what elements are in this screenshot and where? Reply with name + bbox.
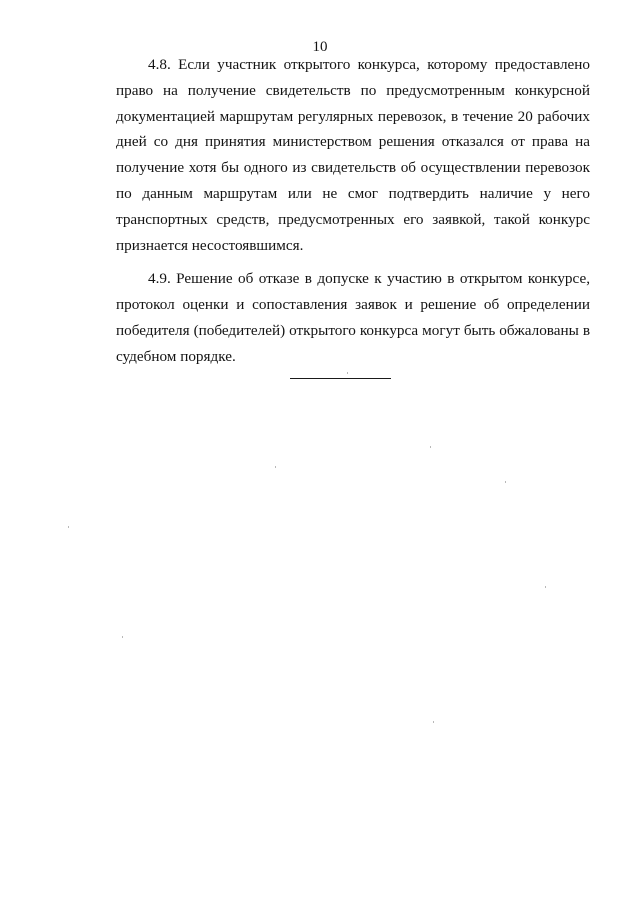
paragraph-4-8: 4.8. Если участник открытого конкурса, которому предоставлено право на получение свидетельств по предусмотренным конкурсной документацией маршрутам регулярных перевозок, в течение 20 рабочих дней со дня принятия министерством решения отказался от права на получение хотя бы одного из свидетельств об осуществлении перевозок по данным маршрутам или не смог подтвердить наличие у него транспортных средств, предусмотренных его заявкой, такой конкурс признается несостоявшимся. <box>116 56 590 254</box>
scan-speck <box>68 526 69 528</box>
scan-speck <box>430 446 431 448</box>
paragraph-4-9: 4.9. Решение об отказе в допуске к участию в открытом конкурсе, протокол оценки и сопоставления заявок и решение об определении победителя (победителей) открытого конкурса могут быть обжалованы в судебном порядке. <box>116 270 590 365</box>
body-text <box>116 52 590 370</box>
page-number: 10 <box>312 39 328 55</box>
scan-speck <box>275 466 276 468</box>
scan-speck <box>122 636 123 638</box>
scan-speck <box>347 372 348 374</box>
scan-speck <box>433 721 434 723</box>
scan-speck <box>545 586 546 588</box>
scan-speck <box>505 481 506 483</box>
end-of-text-rule <box>290 378 391 379</box>
